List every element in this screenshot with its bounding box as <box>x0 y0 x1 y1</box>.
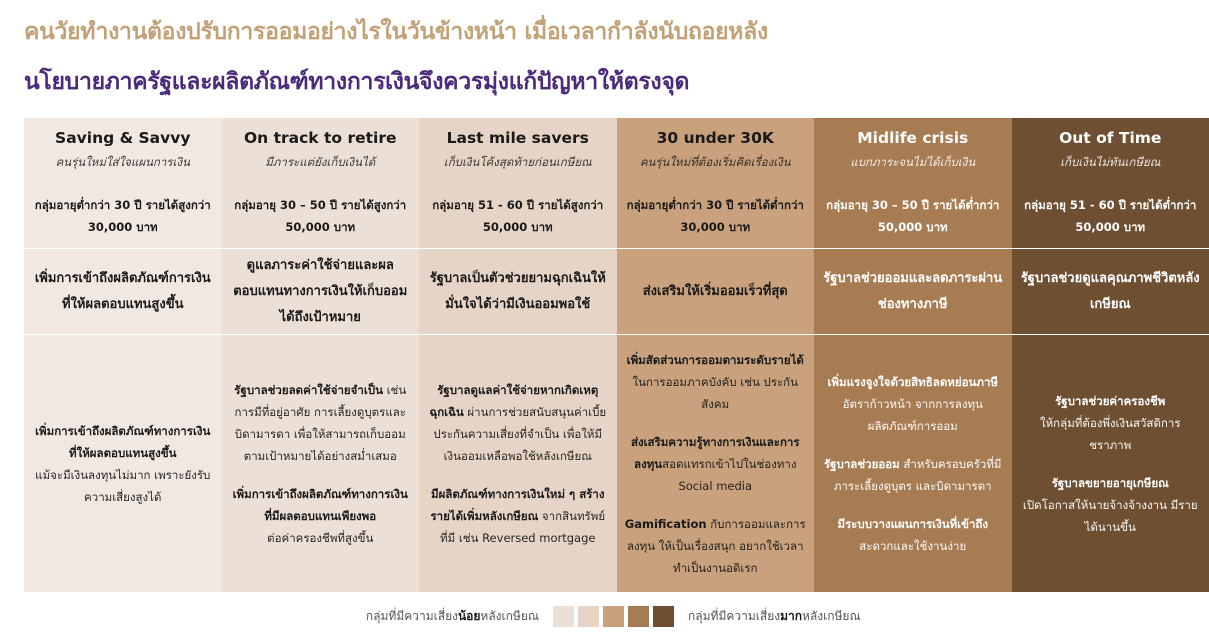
detail-bold: รัฐบาลดูแลค่าใช้จ่ายหากเกิดเหตุฉุกเฉิน <box>429 382 599 419</box>
policy-text: ดูแลภาระค่าใช้จ่ายและผลตอบแทนทางการเงินให้เก็บออมได้ถึงเป้าหมาย <box>233 257 408 325</box>
detail-text: สอดแทรกเข้าไปในช่องทาง Social media <box>662 456 797 493</box>
group-name: Midlife crisis <box>857 129 969 147</box>
detail-item <box>625 349 807 415</box>
group-age: กลุ่มอายุ 30 – 50 ปี รายได้สูงกว่า 50,000 บาท <box>234 198 407 234</box>
detail-bold: รัฐบาลขยายอายุเกษียณ <box>1051 475 1169 490</box>
detail-item <box>230 379 412 467</box>
group-desc: มีภาระแต่ยังเก็บเงินได้ <box>265 155 376 169</box>
detail-bold: Gamification <box>624 516 707 531</box>
legend-swatches <box>553 606 674 627</box>
detail-text: ในการออมภาคบังคับ เช่น ประกันสังคม <box>632 374 798 411</box>
group-name: Saving & Savvy <box>55 129 191 147</box>
detail-bold: เพิ่มการเข้าถึงผลิตภัณฑ์ทางการเงินที่ให้ผลตอบแทนสูงขึ้น <box>35 423 211 460</box>
group-age: กลุ่มอายุต่ำกว่า 30 ปี รายได้สูงกว่า 30,000 บาท <box>34 198 211 234</box>
policy-cell <box>24 248 222 334</box>
detail-bold: เพิ่มการเข้าถึงผลิตภัณฑ์ทางการเงินที่มีผลตอบแทนเพียงพอ <box>232 486 408 523</box>
group-name: Out of Time <box>1059 129 1162 147</box>
detail-item <box>625 431 807 497</box>
legend-swatch <box>628 606 649 627</box>
detail-item <box>230 483 412 549</box>
detail-bold: รัฐบาลช่วยออม <box>824 456 900 471</box>
group-header-last-mile <box>419 118 617 248</box>
detail-text: เปิดโอกาสให้นายจ้างจ้างงาน มีรายได้นานขึ้น <box>1022 497 1198 534</box>
group-age: กลุ่มอายุ 30 – 50 ปี รายได้ต่ำกว่า 50,000 บาท <box>826 198 1000 234</box>
detail-text: เช่น การมีที่อยู่อาศัย การเลี้ยงดูบุตรและบิดามารดา เพื่อให้สามารถเก็บออมตามเป้าหมายได้อย่างสม่ำเสมอ <box>234 382 407 463</box>
group-desc: แบกภาระจนไม่ได้เก็บเงิน <box>850 155 976 169</box>
detail-item <box>32 420 214 508</box>
detail-item <box>427 379 609 467</box>
detail-cell <box>419 334 617 592</box>
detail-item <box>838 513 989 557</box>
legend-swatch <box>603 606 624 627</box>
detail-item <box>822 371 1004 437</box>
group-desc: เก็บเงินไม่ทันเกษียณ <box>1060 155 1161 169</box>
risk-legend <box>0 603 1209 631</box>
group-age: กลุ่มอายุ 51 - 60 ปี รายได้สูงกว่า 50,000 บาท <box>432 198 604 234</box>
detail-text: กับการออมและการลงทุน ให้เป็นเรื่องสนุก อยากใช้เวลาทำเป็นงานอดิเรก <box>626 516 806 575</box>
detail-bold: มีผลิตภัณฑ์ทางการเงินใหม่ ๆ สร้างรายได้เพิ่มหลังเกษียณ <box>430 486 605 523</box>
detail-text: จากสินทรัพย์ที่มี เช่น Reversed mortgage <box>440 508 606 545</box>
legend-swatch <box>553 606 574 627</box>
group-header-30-under-30k <box>617 118 815 248</box>
detail-cell <box>814 334 1012 592</box>
detail-bold: รัฐบาลช่วยลดค่าใช้จ่ายจำเป็น <box>234 382 383 397</box>
policy-cell <box>814 248 1012 334</box>
detail-item <box>822 453 1004 497</box>
detail-bold: เพิ่มสัดส่วนการออมตามระดับรายได้ <box>626 352 804 367</box>
detail-text: อัตราก้าวหน้า จากการลงทุนผลิตภัณฑ์การออม <box>842 396 983 433</box>
detail-text: แม้จะมีเงินลงทุนไม่มาก เพราะยังรับความเสี่ยงสูงได้ <box>35 467 211 504</box>
detail-cell <box>1012 334 1209 592</box>
detail-bold: รัฐบาลช่วยค่าครองชีพ <box>1055 393 1166 408</box>
group-header-midlife <box>814 118 1012 248</box>
segment-table <box>24 118 1209 592</box>
policy-cell <box>419 248 617 334</box>
detail-item <box>427 483 609 549</box>
page-subtitle: นโยบายภาครัฐและผลิตภัณฑ์ทางการเงินจึงควรมุ่งแก้ปัญหาให้ตรงจุด <box>24 69 690 95</box>
policy-text: ส่งเสริมให้เริ่มออมเร็วที่สุด <box>642 283 788 299</box>
detail-cell <box>617 334 815 592</box>
detail-item <box>1020 390 1202 456</box>
group-header-saving-savvy <box>24 118 222 248</box>
policy-cell <box>617 248 815 334</box>
detail-text: ต่อค่าครองชีพที่สูงขึ้น <box>267 530 374 545</box>
detail-text: สำหรับครอบครัวที่มีภาระเลี้ยงดูบุตร และบิดามารดา <box>833 456 1002 493</box>
policy-cell <box>222 248 420 334</box>
group-age: กลุ่มอายุต่ำกว่า 30 ปี รายได้ต่ำกว่า 30,000 บาท <box>626 198 804 234</box>
policy-cell <box>1012 248 1209 334</box>
detail-item <box>1020 472 1202 538</box>
group-name: 30 under 30K <box>656 129 774 147</box>
page-title: คนวัยทำงานต้องปรับการออมอย่างไรในวันข้างหน้า เมื่อเวลากำลังนับถอยหลัง <box>24 19 768 45</box>
detail-cell <box>24 334 222 592</box>
policy-text: รัฐบาลช่วยดูแลคุณภาพชีวิตหลังเกษียณ <box>1020 270 1200 312</box>
detail-bold: เพิ่มแรงจูงใจด้วยสิทธิลดหย่อนภาษี <box>827 374 998 389</box>
group-name: On track to retire <box>243 129 397 147</box>
detail-item <box>625 513 807 579</box>
legend-high-label: กลุ่มที่มีความเสี่ยงมากหลังเกษียณ <box>688 609 861 623</box>
policy-text: เพิ่มการเข้าถึงผลิตภัณฑ์การเงินที่ให้ผลตอบแทนสูงขึ้น <box>34 270 211 312</box>
group-header-on-track <box>222 118 420 248</box>
group-header-out-of-time <box>1012 118 1209 248</box>
detail-bold: มีระบบวางแผนการเงินที่เข้าถึง <box>837 516 988 531</box>
detail-cell <box>222 334 420 592</box>
detail-text: ให้กลุ่มที่ต้องพึ่งเงินสวัสดิการชราภาพ <box>1039 415 1181 452</box>
policy-text: รัฐบาลช่วยออมและลดภาระผ่านช่องทางภาษี <box>823 270 1003 312</box>
detail-text: ผ่านการช่วยสนับสนุนค่าเบี้ยประกันความเสี่ยงที่จำเป็น เพื่อให้มีเงินออมเหลือพอใช้หลังเกษียณ <box>433 404 607 463</box>
group-desc: คนรุ่นใหม่ที่ต้องเริ่มคิดเรื่องเงิน <box>639 155 791 169</box>
group-age: กลุ่มอายุ 51 - 60 ปี รายได้ต่ำกว่า 50,000 บาท <box>1024 198 1197 234</box>
detail-text: สะดวกและใช้งานง่าย <box>859 538 967 553</box>
detail-bold: ส่งเสริมความรู้ทางการเงินและการลงทุน <box>630 434 800 471</box>
legend-swatch <box>653 606 674 627</box>
legend-low-label: กลุ่มที่มีความเสี่ยงน้อยหลังเกษียณ <box>365 609 539 623</box>
policy-text: รัฐบาลเป็นตัวช่วยยามฉุกเฉินให้มั่นใจได้ว่ามีเงินออมพอใช้ <box>429 270 606 312</box>
group-desc: เก็บเงินโค้งสุดท้ายก่อนเกษียณ <box>443 155 592 169</box>
legend-swatch <box>578 606 599 627</box>
group-desc: คนรุ่นใหม่ใส่ใจแผนการเงิน <box>55 155 190 169</box>
group-name: Last mile savers <box>446 129 589 147</box>
